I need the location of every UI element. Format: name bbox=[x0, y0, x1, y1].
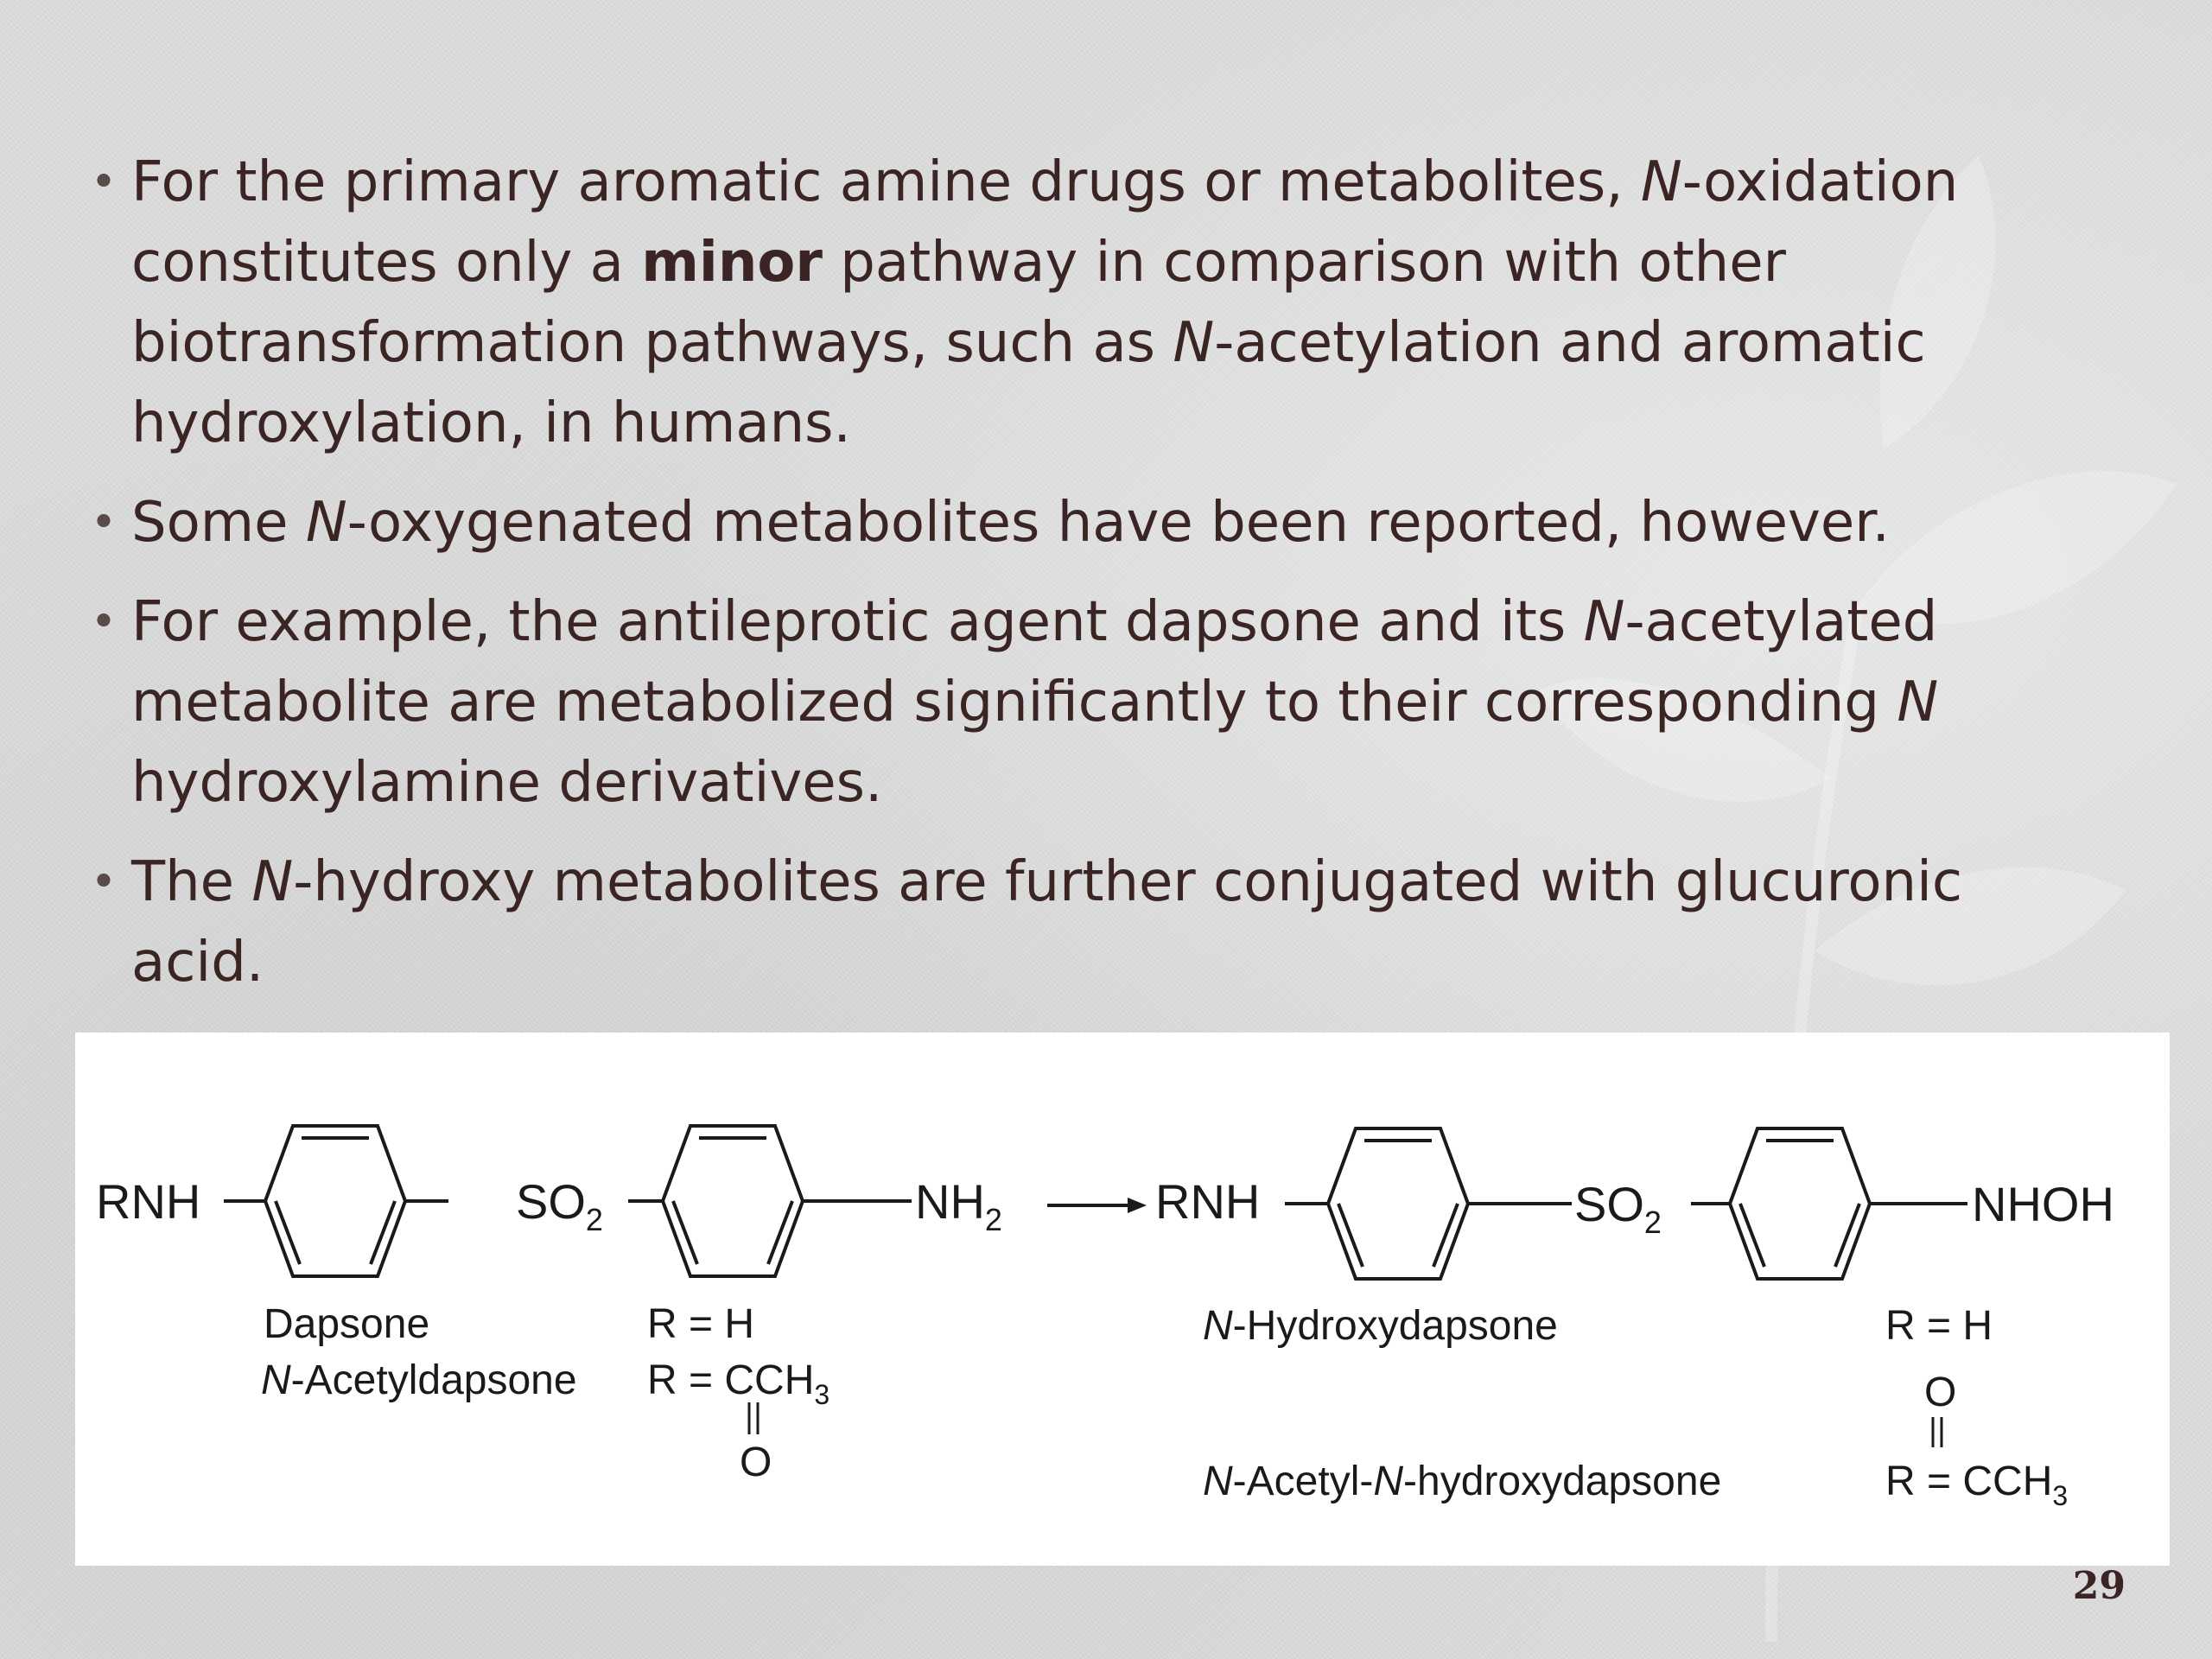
bullet-dot: • bbox=[90, 596, 118, 648]
bullet-item: • The N-hydroxy metabolites are further conjugated with glucuronic acid. bbox=[86, 842, 2108, 1003]
bullet-item: • For the primary aromatic amine drugs or metabolites, N-oxidation constitutes only a minor pathway in comparison with other biotransformation pathways, such as N-acetylation and aromatic hydroxylation, in humans. bbox=[86, 143, 2108, 464]
bullet-list bbox=[86, 143, 2108, 1022]
dapsone-reaction-figure bbox=[75, 1033, 2170, 1566]
dapsone-label: Dapsone bbox=[264, 1301, 430, 1347]
so2-right-label: $SO_2$ bbox=[1574, 1177, 1662, 1240]
n-acetyl-n-hydroxydapsone-label: N-Acetyl-N-hydroxydapsone bbox=[1203, 1459, 1722, 1504]
oxygen-left: O bbox=[740, 1440, 772, 1485]
n-hydroxydapsone-label: N-Hydroxydapsone bbox=[1203, 1303, 1558, 1349]
r-equals-cch3-left: $R = CCH_3$ bbox=[647, 1357, 830, 1410]
carbonyl-double-bond-right bbox=[1933, 1417, 1942, 1447]
reaction-scheme bbox=[75, 1033, 2170, 1566]
bullet-dot: • bbox=[90, 856, 118, 908]
rnh-left-label: RNH bbox=[96, 1174, 201, 1229]
r-equals-h-left: R = H bbox=[647, 1301, 755, 1347]
nhoh-label: NHOH bbox=[1972, 1177, 2114, 1231]
bullet-item: • For example, the antileprotic agent dapsone and its N-acetylated metabolite are metabolized significantly to their corresponding N hydroxylamine derivatives. bbox=[86, 582, 2108, 823]
bullet-dot: • bbox=[90, 497, 118, 549]
r-equals-h-right: R = H bbox=[1885, 1303, 1993, 1349]
benzene-ring-2 bbox=[663, 1126, 803, 1276]
r-equals-cch3-right: $R = CCH_3$ bbox=[1885, 1459, 2069, 1511]
arrow-head bbox=[1128, 1198, 1147, 1213]
n-acetyldapsone-label: N-Acetyldapsone bbox=[261, 1357, 577, 1403]
bullet-item: • Some N-oxygenated metabolites have been reported, however. bbox=[86, 483, 2108, 563]
nh2-label: $NH_2$ bbox=[915, 1174, 1002, 1237]
rnh-right-label: RNH bbox=[1155, 1174, 1261, 1229]
benzene-ring-1 bbox=[265, 1126, 405, 1276]
so2-left-label: $SO_2$ bbox=[516, 1174, 603, 1237]
oxygen-right: O bbox=[1924, 1370, 1957, 1415]
page-number: 29 bbox=[2072, 1564, 2126, 1608]
benzene-ring-3 bbox=[1328, 1128, 1468, 1279]
carbonyl-double-bond-left bbox=[749, 1402, 758, 1434]
bullet-dot: • bbox=[90, 156, 118, 208]
benzene-ring-4 bbox=[1730, 1128, 1870, 1279]
